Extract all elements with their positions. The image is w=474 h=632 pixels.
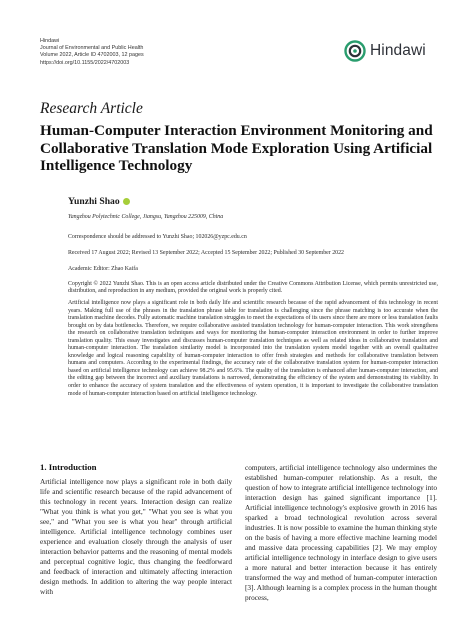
- orcid-icon[interactable]: [123, 198, 130, 205]
- publisher-name: Hindawi: [40, 38, 60, 44]
- hindawi-logo: [344, 40, 426, 62]
- author-affiliation: Yangzhou Polytechnic College, Jiangsu, Yangzhou 225009, China: [68, 214, 224, 220]
- hindawi-logo-icon: [344, 40, 366, 62]
- author-name[interactable]: Yunzhi Shao: [68, 196, 120, 207]
- article-type: Research Article: [40, 100, 143, 117]
- section-heading-introduction: 1. Introduction: [40, 462, 97, 472]
- author-row: [68, 196, 130, 207]
- journal-name: Journal of Environmental and Public Health: [40, 45, 144, 52]
- volume-info: Volume 2022, Article ID 4702003, 12 pages: [40, 52, 144, 59]
- introduction-right-column: computers, artificial intelligence technology also undermines the established human-computer relationship. As a result, the question of how to integrate artificial intelligence technology into interaction design has gained significant importance [1]. Artificial intelligence technology's explosive growth in 2016 has sparked a broad technological revolution across several industries. It is now possible to examine the human thinking style on the basis of having a more effective machine learning model and massive data processing capabilities [2]. We may employ artificial intelligence technology in interface design to give users a more natural and better interaction because it has entirely transformed the way and method of human-computer interaction [3]. Although learning is a complex process in the human thought process,: [245, 463, 437, 602]
- academic-editor: Academic Editor: Zhao Kaifa: [68, 266, 138, 272]
- introduction-left-column: Artificial intelligence now plays a significant role in both daily life and scientific research because of the rapid advancement of this technology in recent years. Interaction design can realize "What you think is what you get," "What you see is what you see," and "What you see is what you hear" through artificial intelligence. Artificial intelligence technology combines user experience and evaluation closely through the analysis of user interaction behavior patterns and the reasoning of mental models and perceptual cognitive logic, thus changing the feedforward and feedback of interaction and ultimately affecting interaction design methods. In addition to altering the way people interact with: [40, 477, 232, 596]
- publication-dates: Received 17 August 2022; Revised 13 September 2022; Accepted 15 September 2022; Published 30 September 2022: [68, 250, 344, 256]
- logo-wordmark: Hindawi: [370, 42, 426, 59]
- doi-link[interactable]: https://doi.org/10.1155/2022/4702003: [40, 59, 130, 66]
- article-title: Human-Computer Interaction Environment Monitoring and Collaborative Translation Mode Exploration Using Artificial Intelligence Technology: [40, 122, 433, 175]
- copyright-notice: Copyright © 2022 Yunzhi Shao. This is an open access article distributed under the Creative Commons Attribution License, which permits unrestricted use, distribution, and reproduction in any medium, provided the original work is properly cited.: [68, 281, 438, 295]
- abstract: Artificial intelligence now plays a significant role in both daily life and scientific research because of the rapid advancement of this technology in recent years. Making full use of the phrases in the translation phrase table for translation is challenging since the phrase matching is too accurate when the translation machine decodes. Fully automatic machine translation struggles to meet the expectations of its users since there are more or less translation faults brought on by data bottlenecks. Therefore, we require collaborative assisted translation technology for human-computer interaction. This work strengthens the research on collaborative translation techniques and ways for monitoring the human-computer interaction environment in order to further improve translation quality. This essay investigates and discusses human-computer translation techniques as well as related ideas in collaborative translation and human-computer interaction. The translation similarity model is incorporated into the translation system model together with an overall qualitative knowledge and logical reasoning capability of human-computer interaction to offer fresh strategies and methods for collaborative translation between humans and computers. According to the experimental findings, the accuracy rate of the collaborative translation system for human-computer interaction based on artificial intelligence technology can achieve 98.2% and 95.6%. The quality of the translation is enhanced after human-computer interaction, and the editing gap between the incorrect and auxiliary translations is narrowed, demonstrating the efficiency of the system and demonstrating its viability. In order to enhance the accuracy of system translation and the effectiveness of system operation, it is important to investigate the collaborative translation mode of human-computer interaction based on artificial intelligence technology.: [68, 300, 438, 397]
- correspondence: Correspondence should be addressed to Yunzhi Shao; 102026@yzpc.edu.cn: [68, 234, 247, 240]
- journal-info: [40, 38, 144, 67]
